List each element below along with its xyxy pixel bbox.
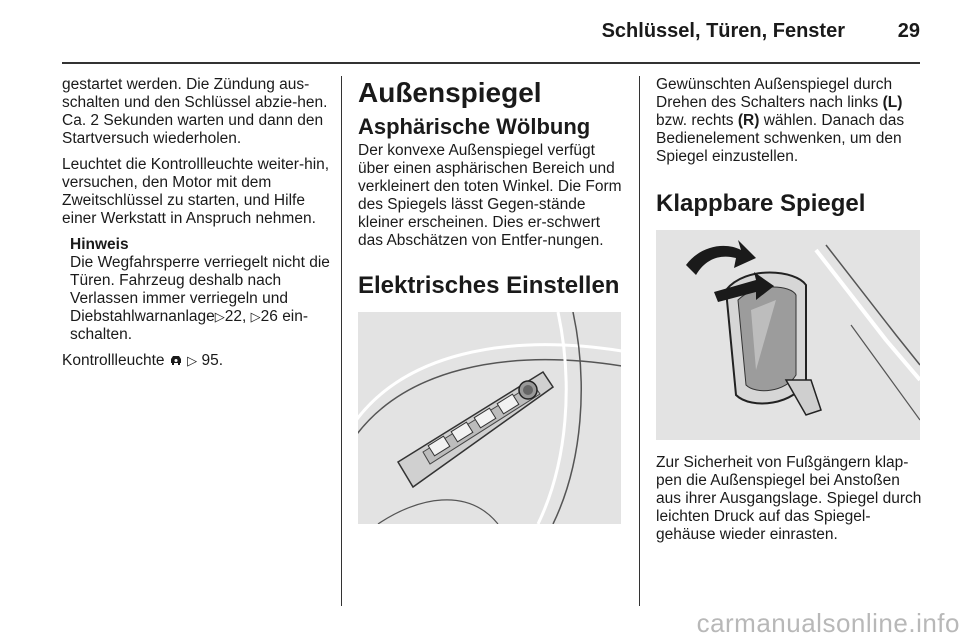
select-text-a: Gewünschten Außenspiegel durch Drehen des Schalters nach links (656, 76, 893, 111)
column-separator-right (639, 76, 640, 606)
label-left: (L) (882, 94, 903, 111)
paragraph-select-mirror (656, 76, 922, 166)
page-header-title: Schlüssel, Türen, Fenster (601, 20, 845, 42)
label-right: (R) (737, 112, 760, 129)
subsection-electric-adjust: Elektrisches Einstellen (358, 272, 620, 299)
note-box (70, 236, 330, 344)
note-ref-1[interactable]: 22, (224, 308, 247, 325)
paragraph-restart: gestartet werden. Die Zündung aus-schalten und den Schlüssel abzie-hen. Ca. 2 Sekunden warten und dann den Startversuch wiederholen. (62, 76, 328, 147)
select-text-c: wählen. Danach das Bedienelement schwenken, um den Spiegel einzustellen. (656, 112, 905, 165)
section-title-mirrors: Außenspiegel (358, 77, 542, 108)
column-3 (656, 76, 922, 544)
immobilizer-lamp-icon (169, 354, 183, 366)
header-rule (62, 62, 920, 64)
watermark: carmanualsonline.info (696, 608, 960, 638)
paragraph-lamp-ref (62, 352, 330, 370)
paragraph-aspheric: Der konvexe Außenspiegel verfügt über einen asphärischen Bereich und verkleinert den toten Winkel. Die Form des Spiegels lässt Gegen-stände kleiner erscheinen. Dies er-schwert das Abschätzen von Entfer-nungen. (358, 142, 622, 249)
mirror-switch-illustration (358, 312, 621, 524)
page-number: 29 (897, 20, 920, 42)
note-heading: Hinweis (70, 236, 129, 253)
lamp-label: Kontrollleuchte (62, 352, 165, 369)
reference-arrow-icon: ▷ (250, 309, 261, 324)
figure-folding-mirror (656, 230, 920, 440)
column-2 (358, 76, 623, 524)
column-1 (62, 76, 330, 370)
select-text-b: bzw. rechts (656, 112, 734, 129)
lamp-ref[interactable]: 95. (201, 352, 224, 369)
folding-mirror-illustration (656, 230, 920, 440)
note-text-a: Die Wegfahrsperre verriegelt nicht die Türen. Fahrzeug deshalb nach Verlassen immer verriegeln und Diebstahlwarnanlage (70, 254, 330, 325)
reference-arrow-icon: ▷ (214, 309, 225, 324)
reference-arrow-icon: ▷ (187, 353, 198, 368)
note-ref-2[interactable]: 26 ein-schalten. (70, 308, 309, 343)
paragraph-warning-lamp: Leuchtet die Kontrollleuchte weiter-hin, versuchen, den Motor mit dem Zweitschlüssel zu starten, und Hilfe einer Werkstatt in Anspruch nehmen. (62, 156, 330, 227)
paragraph-folding: Zur Sicherheit von Fußgängern klap-pen die Außenspiegel bei Anstoßen aus ihrer Ausgangslage. Spiegel durch leichten Druck auf das Spiegel-gehäuse wieder einrasten. (656, 454, 922, 543)
subsection-folding-mirrors: Klappbare Spiegel (656, 190, 866, 217)
subsection-aspheric: Asphärische Wölbung (358, 114, 591, 139)
note-text (70, 254, 330, 344)
column-separator-left (341, 76, 342, 606)
figure-mirror-switch (358, 312, 621, 524)
